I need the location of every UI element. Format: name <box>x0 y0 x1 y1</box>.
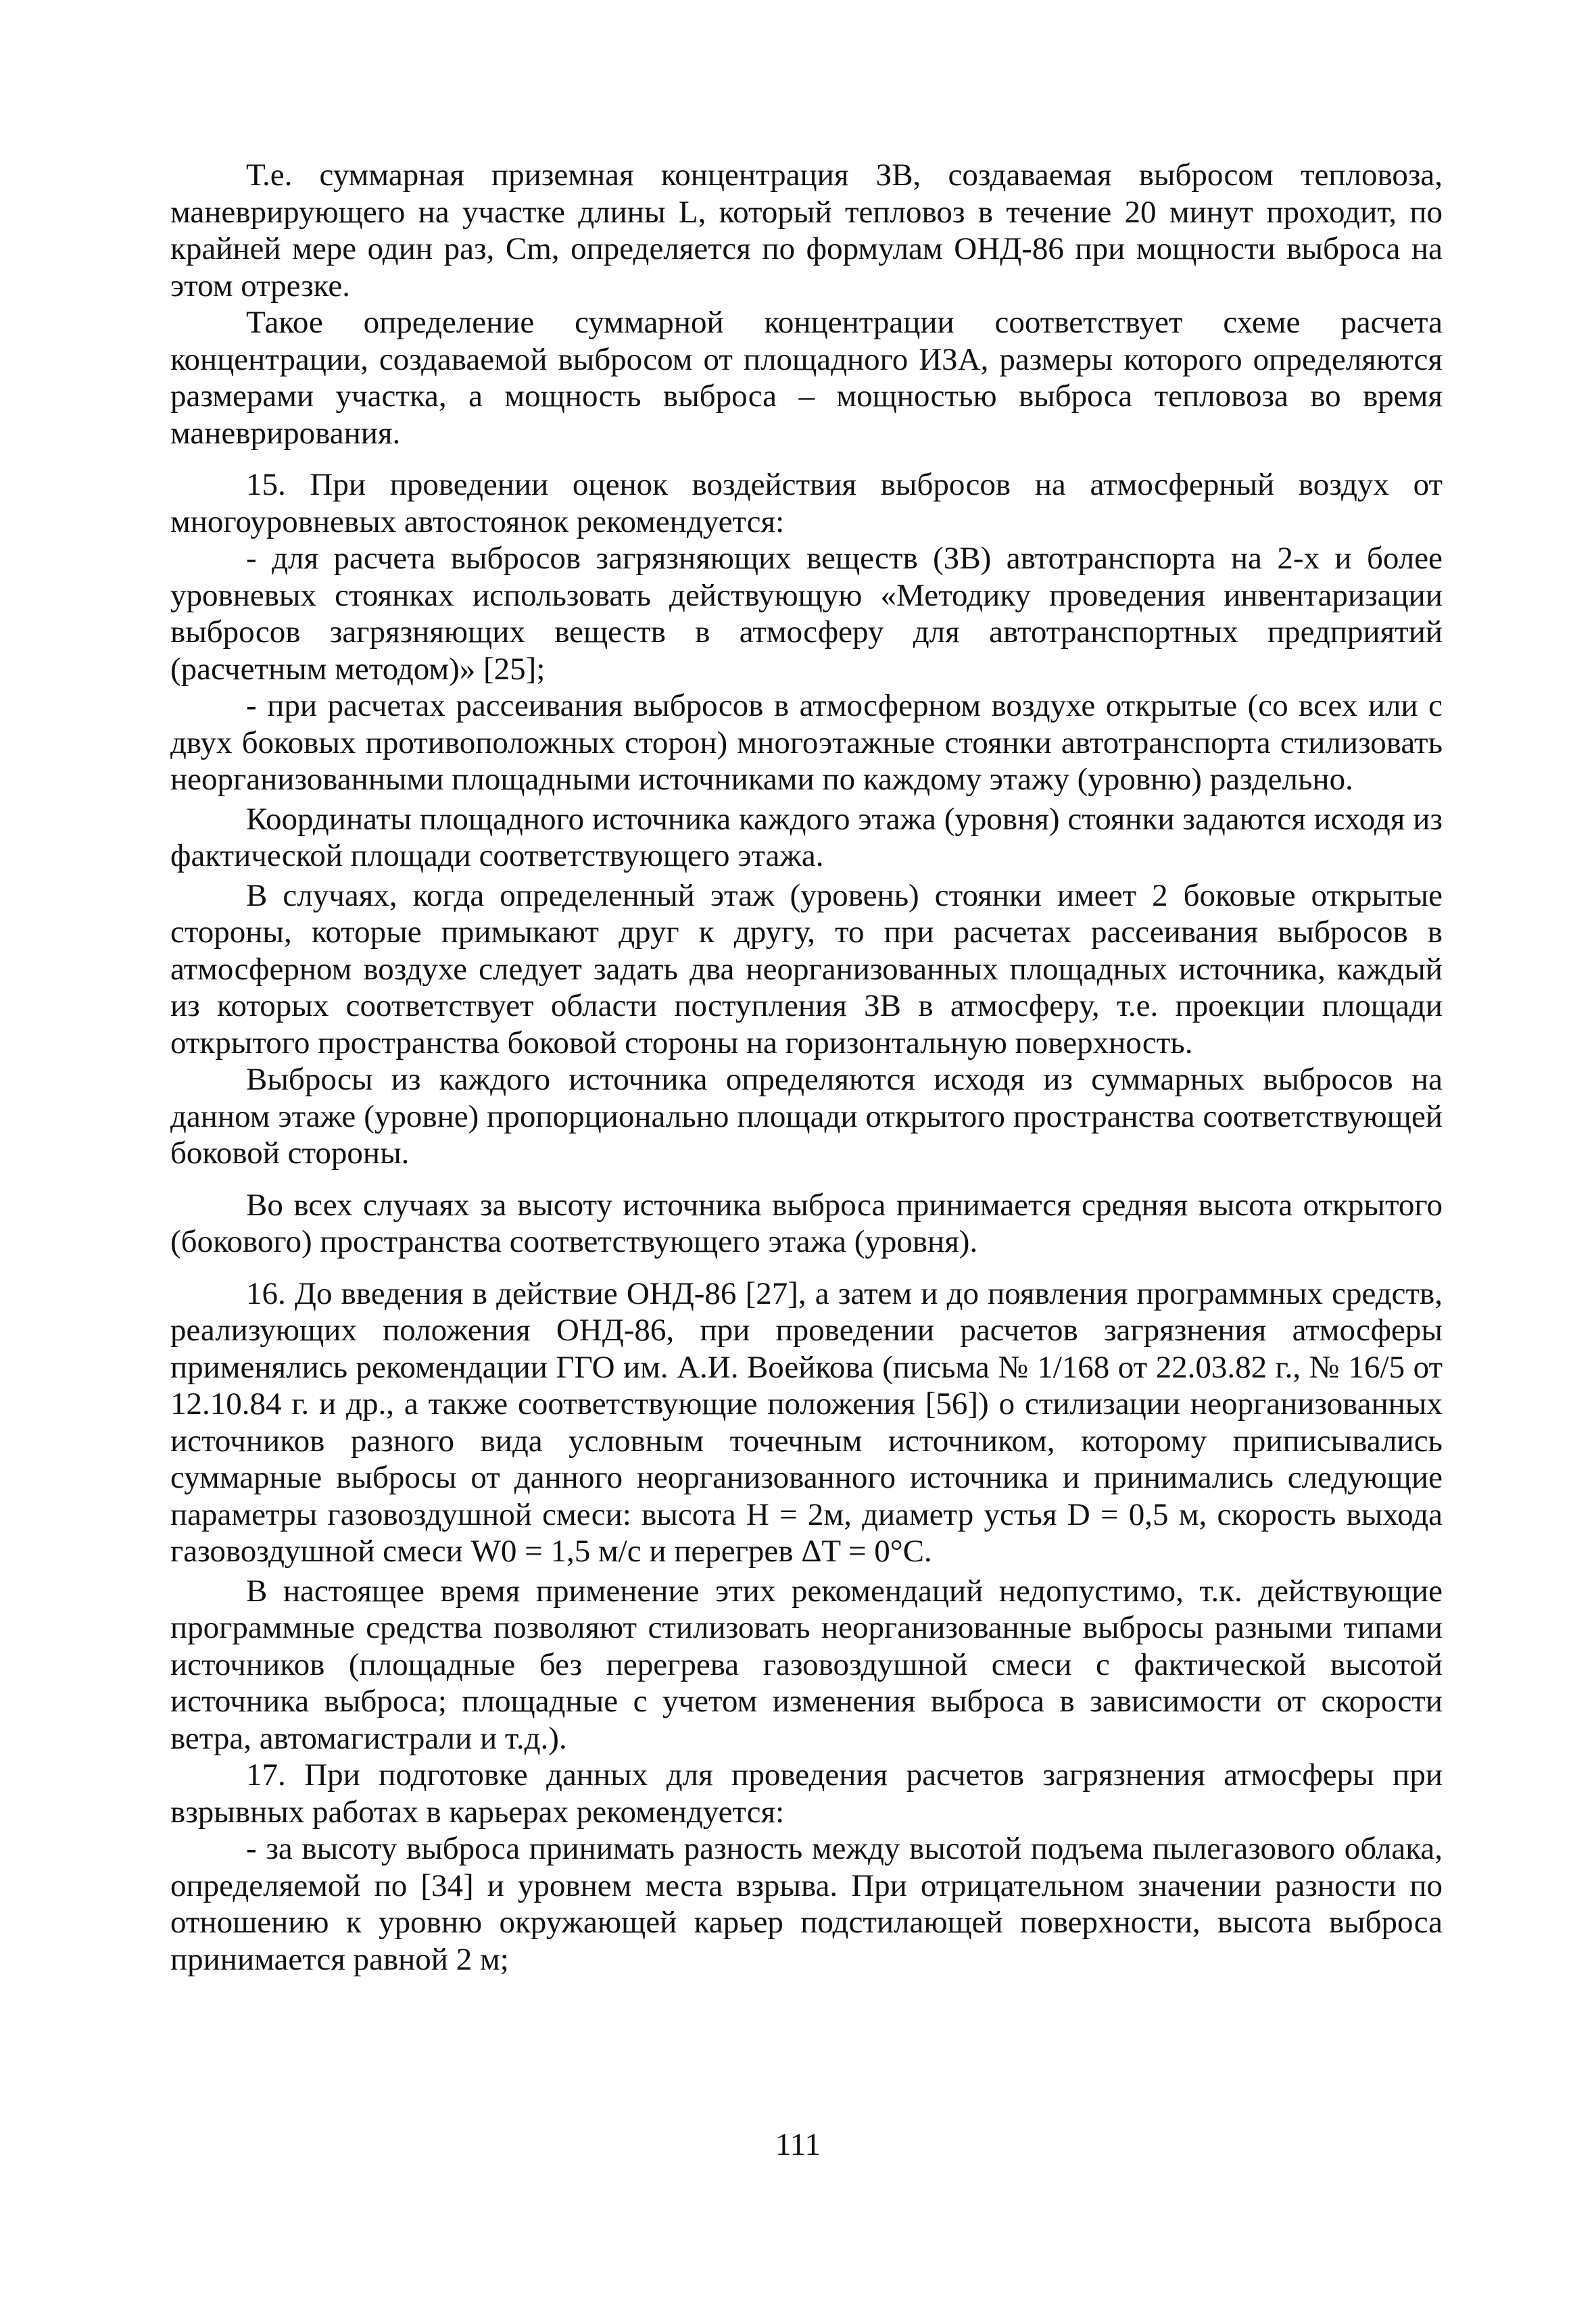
paragraph-item-17-bullet-1: - за высоту выброса принимать разность между высотой подъема пылегазового облака, определяемой по [34] и уровнем места взрыва. При отрицательном значении разности по отношению к уровню окружающей карьер подстилающей поверхности, высота выброса принимается равной 2 м; <box>170 1831 1443 1977</box>
paragraph-vybrosy: Выбросы из каждого источника определяются исходя из суммарных выбросов на данном этаже (уровне) пропорционально площади открытого пространства соответствующей боковой стороны. <box>170 1062 1443 1171</box>
paragraph-item-17: 17. При подготовке данных для проведения расчетов загрязнения атмосферы при взрывных работах в карьерах рекомендуется: <box>170 1757 1443 1830</box>
paragraph-takoe-opredelenie: Такое определение суммарной концентрации соответствует схеме расчета концентрации, создаваемой выбросом от площадного ИЗА, размеры которого определяются размерами участка, а мощность выброса – мощностью выброса тепловоза во время маневрирования. <box>170 305 1443 451</box>
paragraph-item-15-bullet-2: - при расчетах рассеивания выбросов в атмосферном воздухе открытые (со всех или с двух боковых противоположных сторон) многоэтажные стоянки автотранспорта стилизовать неорганизованными площадными источниками по каждому этажу (уровню) раздельно. <box>170 688 1443 797</box>
paragraph-item-15: 15. При проведении оценок воздействия выбросов на атмосферный воздух от многоуровневых автостоянок рекомендуется: <box>170 467 1443 539</box>
paragraph-v-sluchayah: В случаях, когда определенный этаж (уровень) стоянки имеет 2 боковые открытые стороны, которые примыкают друг к другу, то при расчетах рассеивания выбросов в атмосферном воздухе следует задать два неорганизованных площадных источника, каждый из которых соответствует области поступления ЗВ в атмосферу, т.е. проекции площади открытого пространства боковой стороны на горизонтальную поверхность. <box>170 877 1443 1061</box>
paragraph-te-summarnaya: Т.е. суммарная приземная концентрация ЗВ, создаваемая выбросом тепловоза, маневрирующего на участке длины L, который тепловоз в течение 20 минут проходит, по крайней мере один раз, Cm, определяется по формулам ОНД-86 при мощности выброса на этом отрезке. <box>170 157 1443 303</box>
paragraph-item-16: 16. До введения в действие ОНД-86 [27], а затем и до появления программных средств, реализующих положения ОНД-86, при проведении расчетов загрязнения атмосферы применялись рекомендации ГГО им. А.И. Воейкова (письма № 1/168 от 22.03.82 г., № 16/5 от 12.10.84 г. и др., а также соответствующие положения [56]) о стилизации неорганизованных источников разного вида условным точечным источником, которому приписывались суммарные выбросы от данного неорганизованного источника и принимались следующие параметры газовоздушной смеси: высота H = 2м, диаметр устья D = 0,5 м, скорость выхода газовоздушной смеси W0 = 1,5 м/с и перегрев ΔT = 0°С. <box>170 1275 1443 1569</box>
paragraph-v-nastoyaschee-vremya: В настоящее время применение этих рекомендаций недопустимо, т.к. действующие программные средства позволяют стилизовать неорганизованные выбросы разными типами источников (площадные без перегрева газовоздушной смеси с фактической высотой источника выброса; площадные с учетом изменения выброса в зависимости от скорости ветра, автомагистрали и т.д.). <box>170 1573 1443 1756</box>
page-number: 111 <box>775 2127 821 2162</box>
paragraph-koordinaty: Координаты площадного источника каждого этажа (уровня) стоянки задаются исходя из фактической площади соответствующего этажа. <box>170 801 1443 873</box>
paragraph-item-15-bullet-1: - для расчета выбросов загрязняющих веществ (ЗВ) автотранспорта на 2-х и более уровневых стоянках использовать действующую «Методику проведения инвентаризации выбросов загрязняющих веществ в атмосферу для автотранспортных предприятий (расчетным методом)» [25]; <box>170 541 1443 687</box>
paragraph-vo-vseh-sluchayah: Во всех случаях за высоту источника выброса принимается средняя высота открытого (бокового) пространства соответствующего этажа (уровня). <box>170 1187 1443 1259</box>
document-body <box>170 157 1443 1978</box>
